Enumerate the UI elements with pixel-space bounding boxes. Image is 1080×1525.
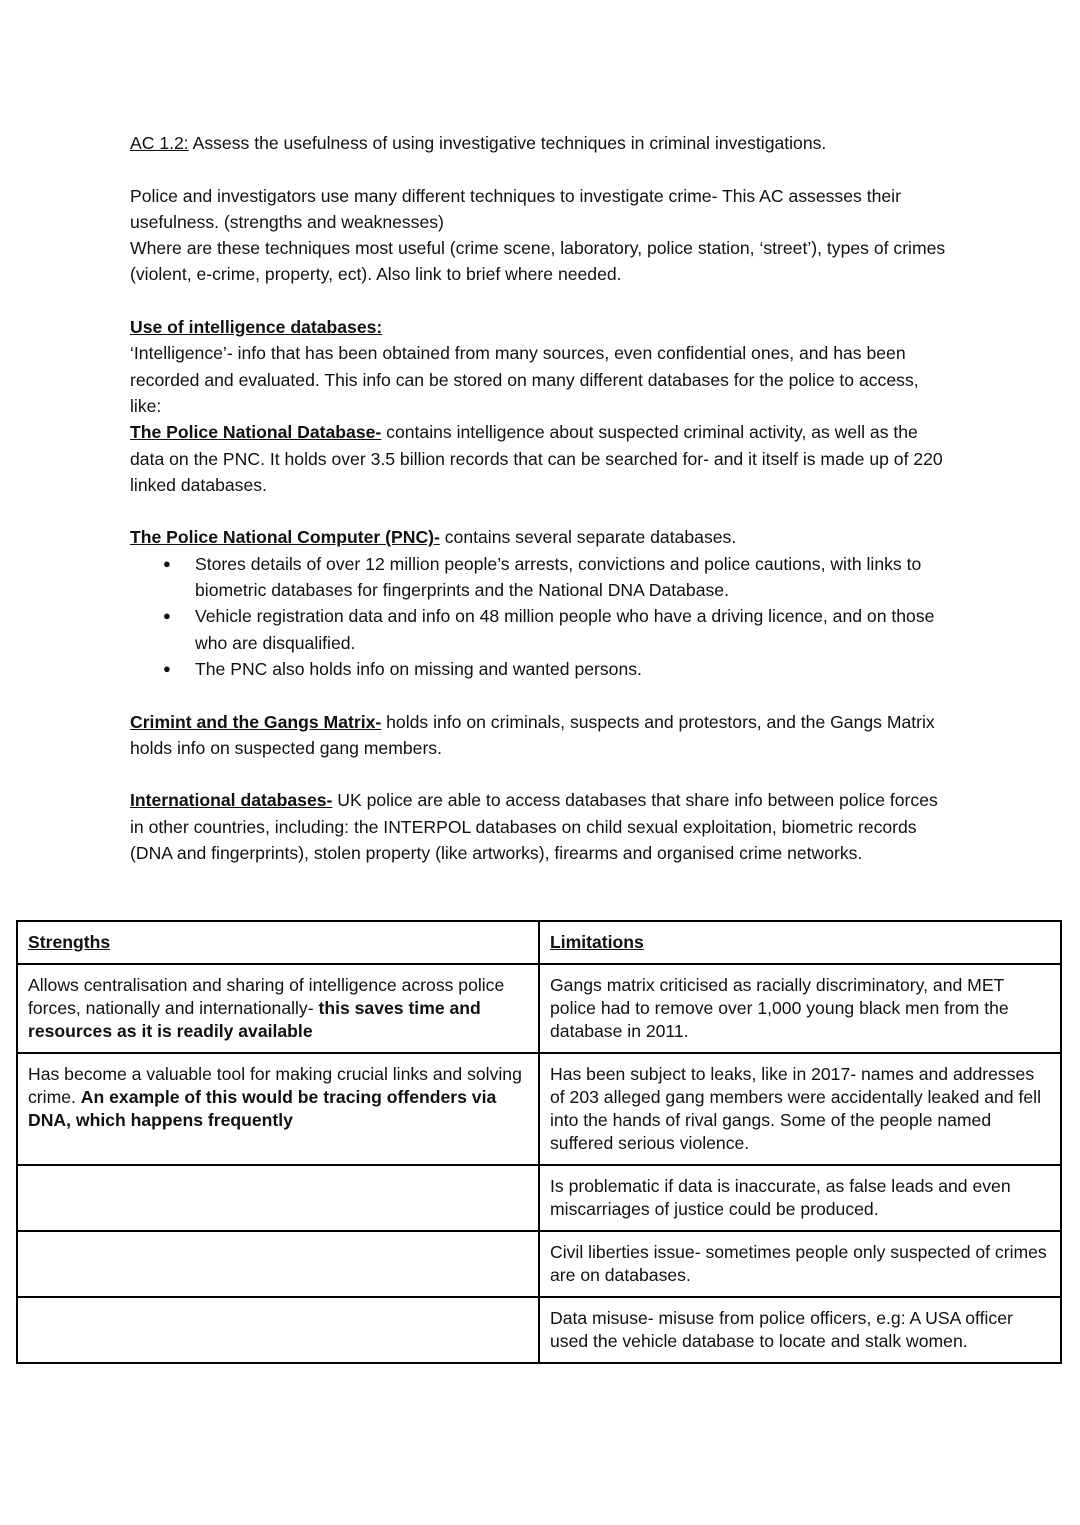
table-row bbox=[17, 1165, 1061, 1231]
spacer bbox=[130, 761, 950, 787]
crimint-paragraph bbox=[130, 709, 950, 762]
spacer bbox=[130, 156, 950, 182]
intelligence-title: Use of intelligence databases: bbox=[130, 317, 383, 338]
strength-cell bbox=[17, 964, 539, 1053]
pnc-bullet-list bbox=[130, 551, 950, 682]
spacer bbox=[130, 288, 950, 314]
intelligence-definition: ‘Intelligence’- info that has been obtained from many sources, even confidential ones, and has been recorded and evaluated. This info can be stored on many different databases for the police to access, like: bbox=[130, 343, 919, 416]
strength-cell bbox=[17, 1231, 539, 1297]
document-body bbox=[130, 130, 950, 866]
list-item: ● Vehicle registration data and info on 48 million people who have a driving licence, and on those who are disqualified. bbox=[195, 603, 950, 656]
strengths-header-label: Strengths bbox=[28, 932, 111, 952]
international-label: International databases- bbox=[130, 790, 333, 811]
strength-cell bbox=[17, 1165, 539, 1231]
limitations-header bbox=[539, 921, 1061, 964]
ac-label: AC 1.2: bbox=[130, 133, 189, 153]
pnd-paragraph bbox=[130, 419, 950, 498]
pnc-text: contains several separate databases. bbox=[439, 527, 737, 548]
spacer bbox=[130, 682, 950, 708]
table-row bbox=[17, 964, 1061, 1053]
limitation-cell: Data misuse- misuse from police officers, e.g: A USA officer used the vehicle database to locate and stalk women. bbox=[539, 1297, 1061, 1363]
pnd-text: contains intelligence about suspected criminal activity, as well as the data on the PNC. It holds over 3.5 billion records that can be searched for- and it itself is made up of 220 linked databases. bbox=[130, 422, 943, 495]
strength-text: Allows centralisation and sharing of intelligence across police forces, nationally and internationally- bbox=[28, 975, 505, 1018]
ac-text: Assess the usefulness of using investigative techniques in criminal investigations. bbox=[188, 133, 827, 153]
spacer bbox=[130, 498, 950, 524]
intro-line-1: Police and investigators use many different techniques to investigate crime- This AC assesses their usefulness. (strengths and weaknesses) bbox=[130, 185, 901, 232]
strength-cell bbox=[17, 1053, 539, 1165]
international-text: UK police are able to access databases that share info between police forces in other countries, including: the INTERPOL databases on child sexual exploitation, biometric records (DNA and fingerprints), stolen property (like artworks), firearms and organised crime networks. bbox=[130, 790, 938, 864]
strength-emphasis: this saves time and resources as it is readily available bbox=[28, 998, 481, 1041]
limitations-header-label: Limitations bbox=[550, 932, 644, 952]
table-header-row bbox=[17, 921, 1061, 964]
strength-cell bbox=[17, 1297, 539, 1363]
ac-heading bbox=[130, 130, 950, 156]
intro-line-2: Where are these techniques most useful (crime scene, laboratory, police station, ‘street’), types of crimes (violent, e-crime, property, ect). Also link to brief where needed. bbox=[130, 238, 946, 285]
pnc-paragraph bbox=[130, 524, 950, 550]
limitation-cell: Gangs matrix criticised as racially discriminatory, and MET police had to remove over 1,000 young black men from the database in 2011. bbox=[539, 964, 1061, 1053]
crimint-label: Crimint and the Gangs Matrix- bbox=[130, 711, 382, 732]
strengths-limitations-table bbox=[16, 920, 1062, 1364]
list-item: ● The PNC also holds info on missing and wanted persons. bbox=[195, 656, 950, 682]
table-row bbox=[17, 1297, 1061, 1363]
strength-text: Has become a valuable tool for making crucial links and solving crime. bbox=[28, 1064, 522, 1107]
limitation-cell: Has been subject to leaks, like in 2017- names and addresses of 203 alleged gang members were accidentally leaked and fell into the hands of rival gangs. Some of the people named suffered serious violence. bbox=[539, 1053, 1061, 1165]
pnd-label: The Police National Database- bbox=[130, 422, 382, 443]
limitation-cell: Is problematic if data is inaccurate, as false leads and even miscarriages of justice could be produced. bbox=[539, 1165, 1061, 1231]
international-paragraph bbox=[130, 787, 950, 866]
limitation-cell: Civil liberties issue- sometimes people only suspected of crimes are on databases. bbox=[539, 1231, 1061, 1297]
pnc-label: The Police National Computer (PNC)- bbox=[130, 527, 440, 548]
table-row bbox=[17, 1053, 1061, 1165]
strength-emphasis: An example of this would be tracing offenders via DNA, which happens frequently bbox=[28, 1087, 497, 1130]
table-row bbox=[17, 1231, 1061, 1297]
list-item: ● Stores details of over 12 million people’s arrests, convictions and police cautions, with links to biometric databases for fingerprints and the National DNA Database. bbox=[195, 551, 950, 604]
strengths-header bbox=[17, 921, 539, 964]
crimint-text: holds info on criminals, suspects and protestors, and the Gangs Matrix holds info on suspected gang members. bbox=[130, 711, 935, 758]
